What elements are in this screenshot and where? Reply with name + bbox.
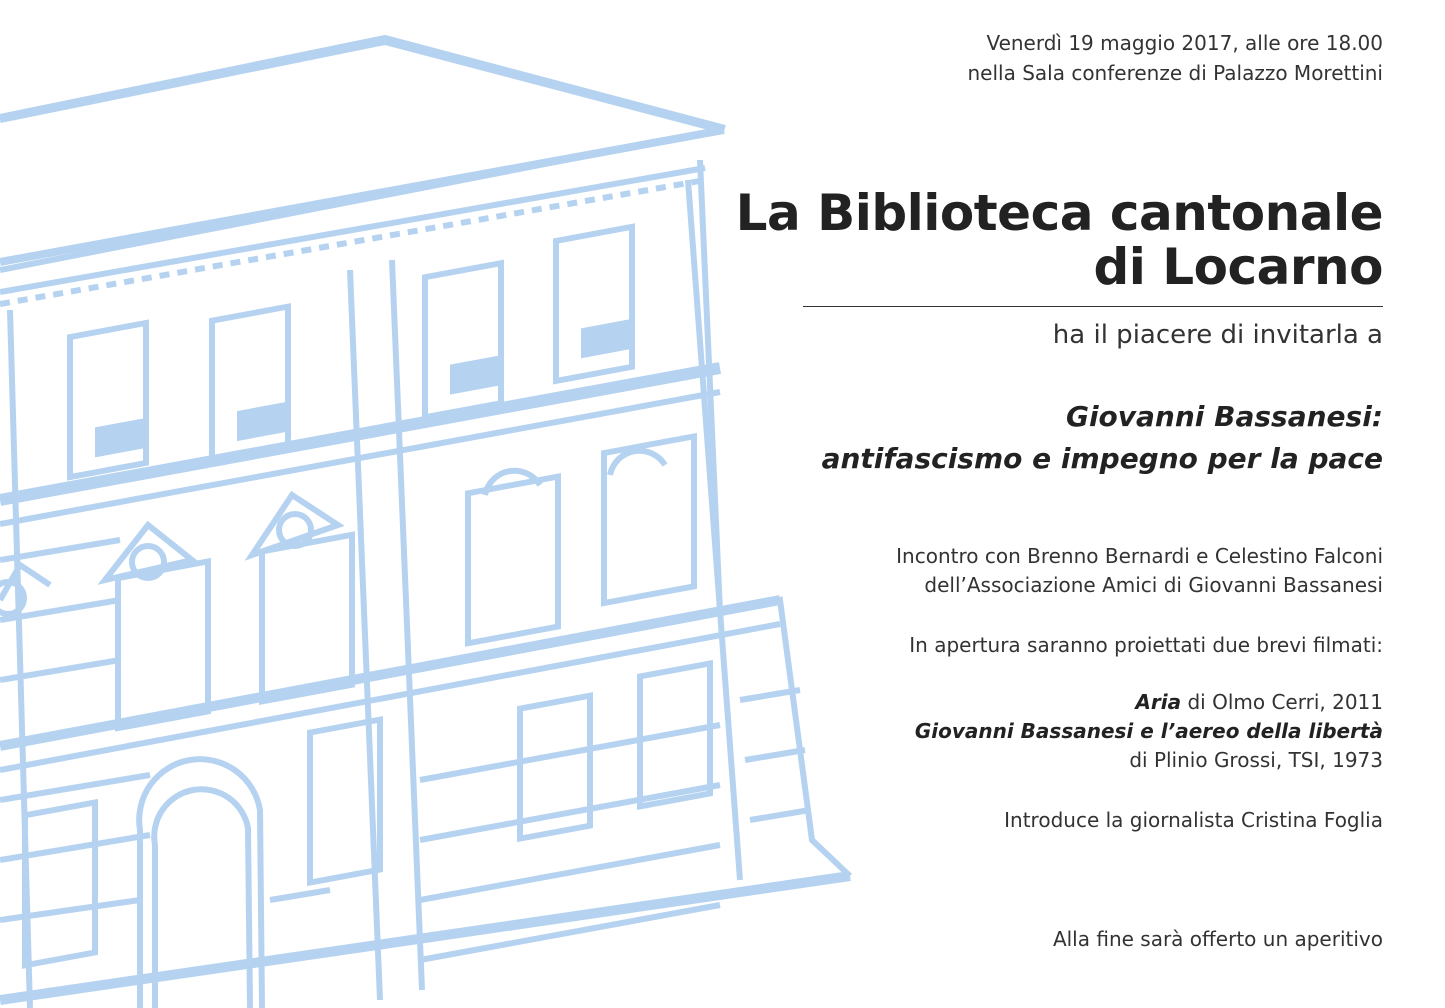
title-divider xyxy=(803,306,1383,307)
talk-title xyxy=(822,396,1383,480)
palazzo-facade-icon xyxy=(0,38,850,1008)
title-line-2: di Locarno xyxy=(1093,238,1383,296)
event-venue: nella Sala conferenze di Palazzo Morettini xyxy=(967,61,1383,85)
talk-title-line-1: Giovanni Bassanesi: xyxy=(1065,400,1383,433)
film-title: Giovanni Bassanesi e l’aereo della libertà xyxy=(914,719,1383,743)
event-date-location xyxy=(968,28,1384,88)
film-item xyxy=(915,688,1383,717)
closing-note: Alla fine sarà offerto un aperitivo xyxy=(1052,927,1383,951)
film-credit: di Plinio Grossi, TSI, 1973 xyxy=(1129,748,1383,772)
films-intro: In apertura saranno proiettati due brevi filmati: xyxy=(909,633,1383,657)
title-line-1: La Biblioteca cantonale xyxy=(735,184,1383,242)
invitation-title xyxy=(736,186,1383,294)
moderator-info: Introduce la giornalista Cristina Foglia xyxy=(1004,808,1383,832)
event-date-time: Venerdì 19 maggio 2017, alle ore 18.00 xyxy=(986,31,1383,55)
films-list xyxy=(915,688,1383,775)
guests-info xyxy=(896,542,1383,600)
guests-line-2: dell’Associazione Amici di Giovanni Bassanesi xyxy=(924,573,1383,597)
film-title: Aria xyxy=(1135,690,1182,714)
guests-line-1: Incontro con Brenno Bernardi e Celestino Falconi xyxy=(896,544,1383,568)
talk-title-line-2: antifascismo e impegno per la pace xyxy=(821,442,1383,475)
invitation-subtitle: ha il piacere di invitarla a xyxy=(1052,320,1383,350)
film-credit: di Olmo Cerri, 2011 xyxy=(1181,690,1383,714)
